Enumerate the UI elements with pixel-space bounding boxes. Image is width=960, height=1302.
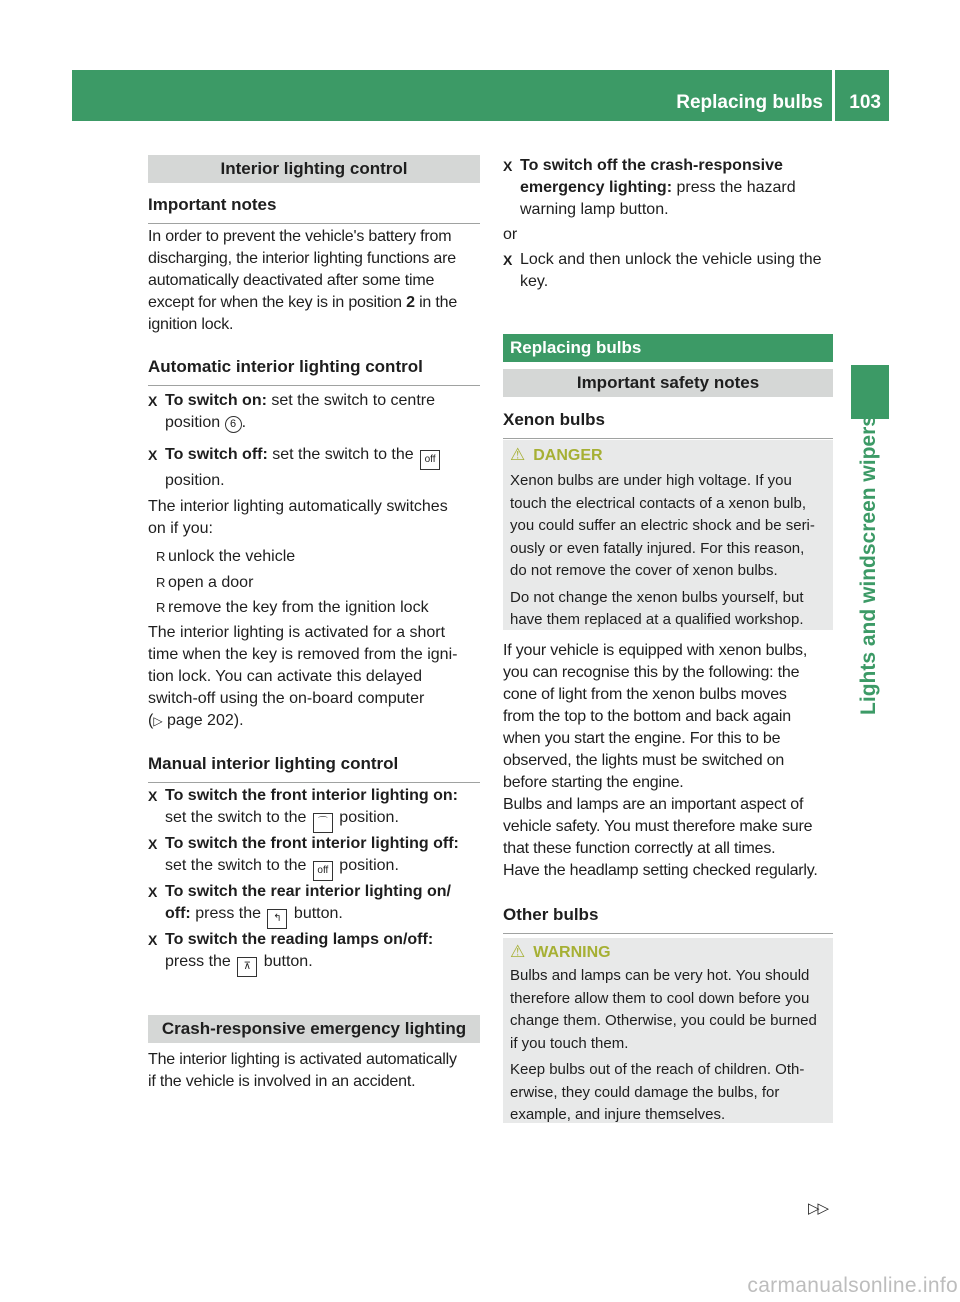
bullet-icon: R bbox=[156, 575, 166, 590]
watermark: carmanualsonline.info bbox=[747, 1274, 958, 1297]
step-text: set the switch to centre bbox=[266, 392, 435, 409]
danger-label: DANGER bbox=[533, 447, 603, 464]
step-text: button. bbox=[289, 905, 343, 922]
danger-line: ously or even fatally injured. For this reason, bbox=[510, 539, 805, 557]
warning-triangle-icon: ⚠ bbox=[510, 445, 526, 464]
notes-line: automatically deactivated after some time bbox=[148, 272, 435, 289]
heading-automatic-control: Automatic interior lighting control bbox=[148, 355, 480, 386]
notes-paragraph bbox=[148, 226, 480, 336]
step-switch-off bbox=[148, 444, 480, 492]
warning-heading bbox=[510, 941, 611, 964]
step-crash-off bbox=[503, 155, 850, 221]
step-text: warning lamp button. bbox=[520, 201, 669, 218]
delay-text: page 202). bbox=[167, 712, 244, 729]
danger-line: you could suffer an electric shock and be seri- bbox=[510, 517, 815, 534]
step-arrow-icon: X bbox=[148, 884, 158, 900]
step-label: To switch on: bbox=[165, 392, 267, 409]
bullet-item bbox=[154, 572, 488, 594]
delay-line: The interior lighting is activated for a short bbox=[148, 624, 446, 641]
xenon-paragraph bbox=[503, 640, 833, 882]
step-front-off bbox=[148, 833, 497, 881]
xenon-line: Have the headlamp setting checked regularly. bbox=[503, 862, 818, 879]
lamp-off-icon: off bbox=[420, 450, 440, 470]
notes-line: discharging, the interior lighting functions are bbox=[148, 250, 456, 267]
step-arrow-icon: X bbox=[148, 393, 158, 409]
step-text: set the switch to the bbox=[165, 857, 311, 874]
heading-manual-control: Manual interior lighting control bbox=[148, 752, 480, 783]
page-ref-arrow-icon: ▷ bbox=[153, 714, 163, 728]
bullet-text: open a door bbox=[168, 574, 254, 591]
lamp-off-icon: off bbox=[313, 861, 333, 881]
warning-line: erwise, they could damage the bulbs, for bbox=[510, 1083, 780, 1101]
section-interior-lighting-control: Interior lighting control bbox=[148, 155, 480, 183]
header-bar bbox=[72, 70, 889, 121]
or-text: or bbox=[503, 226, 518, 243]
lamp-on-icon: ⌒ bbox=[313, 813, 333, 833]
delay-text: ( bbox=[148, 712, 154, 729]
xenon-line: when you start the engine. For this to be bbox=[503, 730, 781, 747]
xenon-line: you can recognise this by the following: the bbox=[503, 664, 800, 681]
step-arrow-icon: X bbox=[148, 447, 158, 463]
step-text: press the bbox=[190, 905, 266, 922]
delay-line: tion lock. You can activate this delayed bbox=[148, 668, 422, 685]
xenon-line: from the top to the bottom and back again bbox=[503, 708, 791, 725]
xenon-line: observed, the lights must be switched on bbox=[503, 752, 785, 769]
danger-line: Xenon bulbs are under high voltage. If you bbox=[510, 472, 792, 489]
step-switch-on: X To switch on: set the switch to centre position 6 . bbox=[148, 392, 435, 431]
step-arrow-icon: X bbox=[503, 158, 513, 174]
step-text: Lock and then unlock the vehicle using the bbox=[520, 251, 822, 268]
delay-line: time when the key is removed from the igni- bbox=[148, 646, 458, 663]
continue-arrows-icon: ▷▷ bbox=[808, 1200, 828, 1217]
step-label: off: bbox=[165, 905, 191, 922]
danger-box bbox=[503, 440, 833, 630]
crash-paragraph bbox=[148, 1049, 480, 1093]
reading-lamp-icon: ⊼ bbox=[237, 957, 257, 977]
danger-line: touch the electrical contacts of a xenon bulb, bbox=[510, 494, 807, 512]
step-text: set the switch to the bbox=[165, 809, 311, 826]
intro-line: on if you: bbox=[148, 520, 213, 537]
auto-intro bbox=[148, 496, 480, 540]
step-lock-unlock bbox=[503, 249, 850, 293]
step-text: position. bbox=[334, 857, 399, 874]
step-text: position bbox=[165, 414, 225, 431]
side-chapter-label: Lights and windscreen wipers bbox=[857, 415, 880, 715]
step-label: To switch the reading lamps on/off: bbox=[165, 931, 434, 948]
warning-label: WARNING bbox=[533, 944, 611, 961]
notes-line: In order to prevent the vehicle's battery from bbox=[148, 228, 452, 245]
step-text: set the switch to the bbox=[267, 446, 419, 463]
notes-line bbox=[148, 292, 480, 314]
delay-line: switch-off using the on-board computer bbox=[148, 690, 425, 707]
step-arrow-icon: X bbox=[148, 932, 158, 948]
warning-line: if you touch them. bbox=[510, 1034, 629, 1052]
xenon-line: that these function correctly at all times. bbox=[503, 840, 776, 857]
step-text: press the hazard bbox=[672, 179, 796, 196]
warning-line: example, and injure themselves. bbox=[510, 1106, 726, 1123]
crash-line: if the vehicle is involved in an accident. bbox=[148, 1073, 416, 1090]
warning-text bbox=[510, 965, 832, 1127]
page-number: 103 bbox=[849, 92, 881, 113]
page-reference[interactable] bbox=[148, 710, 480, 732]
bullet-item bbox=[154, 546, 488, 568]
step-label: emergency lighting: bbox=[520, 179, 673, 196]
step-text: button. bbox=[259, 953, 313, 970]
xenon-line: before starting the engine. bbox=[503, 774, 684, 791]
step-label: To switch the rear interior lighting on/ bbox=[165, 883, 451, 900]
bullet-text: remove the key from the ignition lock bbox=[168, 599, 429, 616]
notes-text: in the bbox=[414, 294, 458, 311]
warning-box bbox=[503, 938, 833, 1123]
step-label: To switch off: bbox=[165, 446, 268, 463]
warning-line: therefore allow them to cool down before you bbox=[510, 989, 810, 1007]
danger-text bbox=[510, 470, 832, 632]
heading-other-bulbs: Other bulbs bbox=[503, 903, 833, 934]
bullet-icon: R bbox=[156, 549, 166, 564]
step-arrow-icon: X bbox=[148, 836, 158, 852]
crash-line: The interior lighting is activated automatically bbox=[148, 1051, 457, 1068]
bullet-text: unlock the vehicle bbox=[168, 548, 296, 565]
header-title: Replacing bulbs bbox=[676, 92, 823, 113]
notes-text: except for when the key is in position bbox=[148, 294, 407, 311]
section-crash-responsive: Crash-responsive emergency lighting bbox=[148, 1015, 480, 1043]
notes-line: ignition lock. bbox=[148, 316, 234, 333]
header-divider bbox=[832, 70, 835, 121]
warning-line: change them. Otherwise, you could be burned bbox=[510, 1012, 817, 1029]
warning-line: Keep bulbs out of the reach of children. Oth- bbox=[510, 1061, 805, 1078]
danger-heading bbox=[510, 444, 603, 467]
step-text: key. bbox=[520, 273, 549, 290]
key-position: 2 bbox=[406, 294, 415, 311]
heading-important-notes: Important notes bbox=[148, 193, 480, 224]
delay-paragraph bbox=[148, 622, 480, 732]
xenon-line: Bulbs and lamps are an important aspect of bbox=[503, 796, 804, 813]
xenon-line: vehicle safety. You must therefore make sure bbox=[503, 818, 813, 835]
chapter-replacing-bulbs: Replacing bulbs bbox=[503, 334, 833, 362]
xenon-line: If your vehicle is equipped with xenon bulbs, bbox=[503, 642, 808, 659]
warning-line: Bulbs and lamps can be very hot. You should bbox=[510, 967, 810, 984]
rear-lamp-icon: ↰ bbox=[267, 909, 287, 929]
step-label: To switch the front interior lighting off: bbox=[165, 835, 459, 852]
step-label: To switch the front interior lighting on: bbox=[165, 787, 458, 804]
danger-line: have them replaced at a qualified workshop. bbox=[510, 611, 804, 628]
step-reading-lamps bbox=[148, 929, 497, 977]
xenon-line: cone of light from the xenon bulbs moves bbox=[503, 686, 787, 703]
step-rear-lighting bbox=[148, 881, 497, 929]
step-text: position. bbox=[165, 472, 225, 489]
danger-line: Do not change the xenon bulbs yourself, but bbox=[510, 588, 804, 606]
step-arrow-icon: X bbox=[503, 252, 513, 268]
bullet-item bbox=[154, 597, 488, 619]
step-label: To switch off the crash-responsive bbox=[520, 157, 783, 174]
step-text: position. bbox=[334, 809, 399, 826]
position-6-icon: 6 bbox=[225, 416, 242, 433]
step-front-on bbox=[148, 785, 497, 833]
step-text: press the bbox=[165, 953, 236, 970]
heading-xenon-bulbs: Xenon bulbs bbox=[503, 408, 833, 439]
warning-triangle-icon: ⚠ bbox=[510, 942, 526, 961]
bullet-icon: R bbox=[156, 600, 166, 615]
section-safety-notes: Important safety notes bbox=[503, 369, 833, 397]
intro-line: The interior lighting automatically switches bbox=[148, 498, 448, 515]
danger-line: do not remove the cover of xenon bulbs. bbox=[510, 562, 778, 579]
step-arrow-icon: X bbox=[148, 788, 158, 804]
